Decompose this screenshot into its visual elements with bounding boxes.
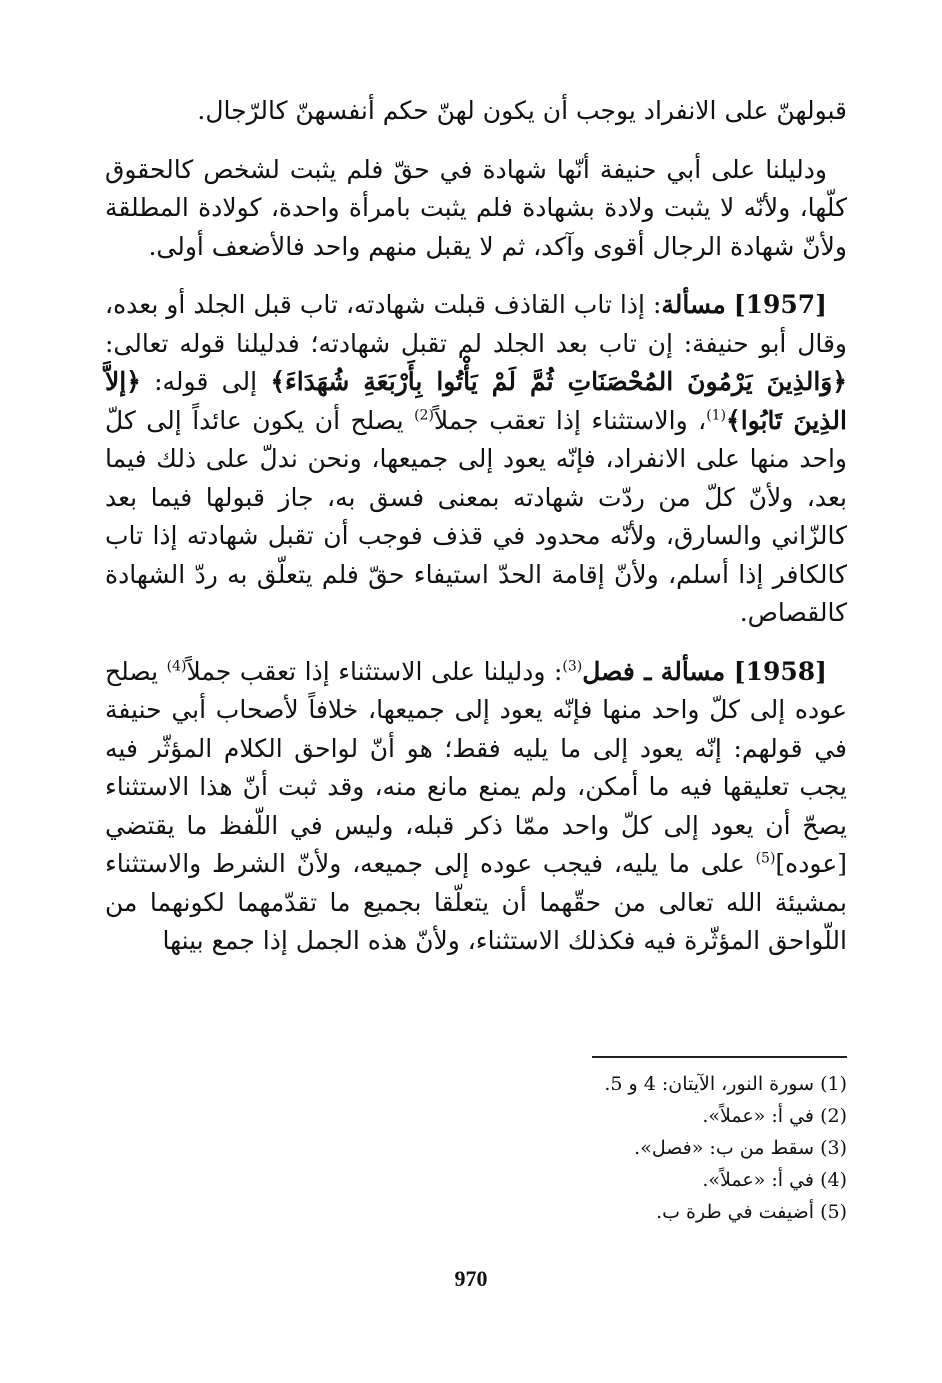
page-number: 970	[454, 1266, 488, 1291]
quran-verse-b: ﴿إلاَّ الذِينَ تَابُوا﴾	[105, 367, 847, 435]
footnote-ref-3[interactable]: (3)	[562, 658, 583, 675]
page-body	[105, 92, 847, 981]
issue-text-c: على ما يليه، فيجب عوده إلى جميعه، ولأنّ الشرط والاستثناء بمشيئة الله تعالى من حقّهما أن يتعلّقا بجميع ما تقدّمهما لكونهما من اللّواحق المؤثّرة فيه فكذلك الاستثناء، ولأنّ هذه الجمل إذا جمع بينها	[105, 849, 847, 955]
footnote-divider	[592, 1056, 847, 1058]
issue-text-c: ، والاستثناء إذا تعقب جملاً	[433, 405, 707, 435]
footnote-ref-1[interactable]: (1)	[706, 407, 727, 424]
paragraph-2-text: ودليلنا على أبي حنيفة أنّها شهادة في حقّ فلم يثبت لشخص كالحقوق كلّها، ولأنّه لا يثبت ولادة بشهادة فلم يثبت بامرأة واحدة، كولادة المطلقة ولأنّ شهادة الرجال أقوى وآكد، ثم لا يقبل منهم واحد فالأضعف أولى.	[105, 154, 847, 261]
issue-keyword: مسألة ـ فصل	[582, 656, 726, 686]
footnote-ref-4[interactable]: (4)	[166, 658, 187, 675]
footnote-number: (3)	[820, 1137, 847, 1159]
footnote-item	[247, 1068, 847, 1100]
paragraph-2	[105, 151, 847, 267]
footnote-number: (4)	[820, 1169, 847, 1191]
paragraph-1-text: قبولهنّ على الانفراد يوجب أن يكون لهنّ حكم أنفسهنّ كالرّجال.	[197, 96, 847, 125]
footnotes	[247, 1068, 847, 1228]
footnote-number: (2)	[820, 1105, 847, 1127]
issue-text-a: : ودليلنا على الاستثناء إذا تعقب جملاً	[186, 656, 563, 686]
quran-verse-a: ﴿وَالذِينَ يَرْمُونَ المُحْصَنَاتِ ثُمَّ لَمْ يَأْتُوا بِأَرْبَعَةِ شُهَدَاءَ﴾	[270, 367, 847, 396]
issue-text-b: إلى قوله:	[140, 367, 271, 396]
footnote-text: في أ: «عملاً».	[702, 1105, 815, 1127]
issue-keyword: مسألة	[661, 290, 726, 319]
issue-text-a: : إذا تاب القاذف قبلت شهادته، تاب قبل الجلد أو بعده، وقال أبو حنيفة: إن تاب بعد الجلد لم تقبل شهادته؛ فدليلنا قوله تعالى:	[105, 290, 847, 358]
footnote-item	[247, 1196, 847, 1228]
footnote-text: في أ: «عملاً».	[702, 1169, 815, 1191]
issue-number: [1958]	[733, 656, 827, 686]
issue-text-d: يصلح أن يكون عائداً إلى كلّ واحد منها على الانفراد، فإنّه يعود إلى جميعها، ونحن ندلّ على ذلك فيما بعد، ولأنّ كلّ من ردّت شهادته بمعنى فسق به، جاز قبولها فيما بعد كالزّاني والسارق، ولأنّه محدود في قذف فوجب أن تقبل شهادته إذا تاب كالكافر إذا أسلم، ولأنّ إقامة الحدّ استيفاء حقّ فلم يتعلّق به ردّ الشهادة كالقصاص.	[105, 405, 847, 627]
footnote-number: (5)	[820, 1201, 847, 1223]
footnote-number: (1)	[820, 1073, 847, 1095]
footnote-text: سقط من ب: «فصل».	[634, 1137, 815, 1159]
footnote-text: سورة النور، الآيتان: 4 و 5.	[604, 1073, 815, 1095]
footnote-ref-2[interactable]: (2)	[414, 407, 434, 424]
paragraph-1	[105, 92, 847, 131]
paragraph-1957	[105, 286, 847, 633]
issue-text-b: يصلح عوده إلى كلّ واحد منها فإنّه يعود إلى جميعها، خلافاً لأصحاب أبي حنيفة في قولهم: إنّه يعود إلى ما يليه فقط؛ هو أنّ لواحق الكلام المؤثّر فيه يجب تعليقها فيه ما أمكن، ولم يمنع مانع منه، وقد ثبت أنّ هذا الاستثناء يصحّ أن يعود إلى كلّ واحد ممّا ذكر قبله، وليس في اللّفظ ما يقتضي [عوده]	[105, 656, 847, 878]
footnote-item	[247, 1132, 847, 1164]
issue-number: [1957]	[733, 290, 827, 319]
footnote-ref-5[interactable]: (5)	[755, 850, 776, 867]
paragraph-1958	[105, 653, 847, 961]
footnote-item	[247, 1100, 847, 1132]
footnote-text: أضيفت في طرة ب.	[656, 1201, 815, 1223]
footnote-item	[247, 1164, 847, 1196]
